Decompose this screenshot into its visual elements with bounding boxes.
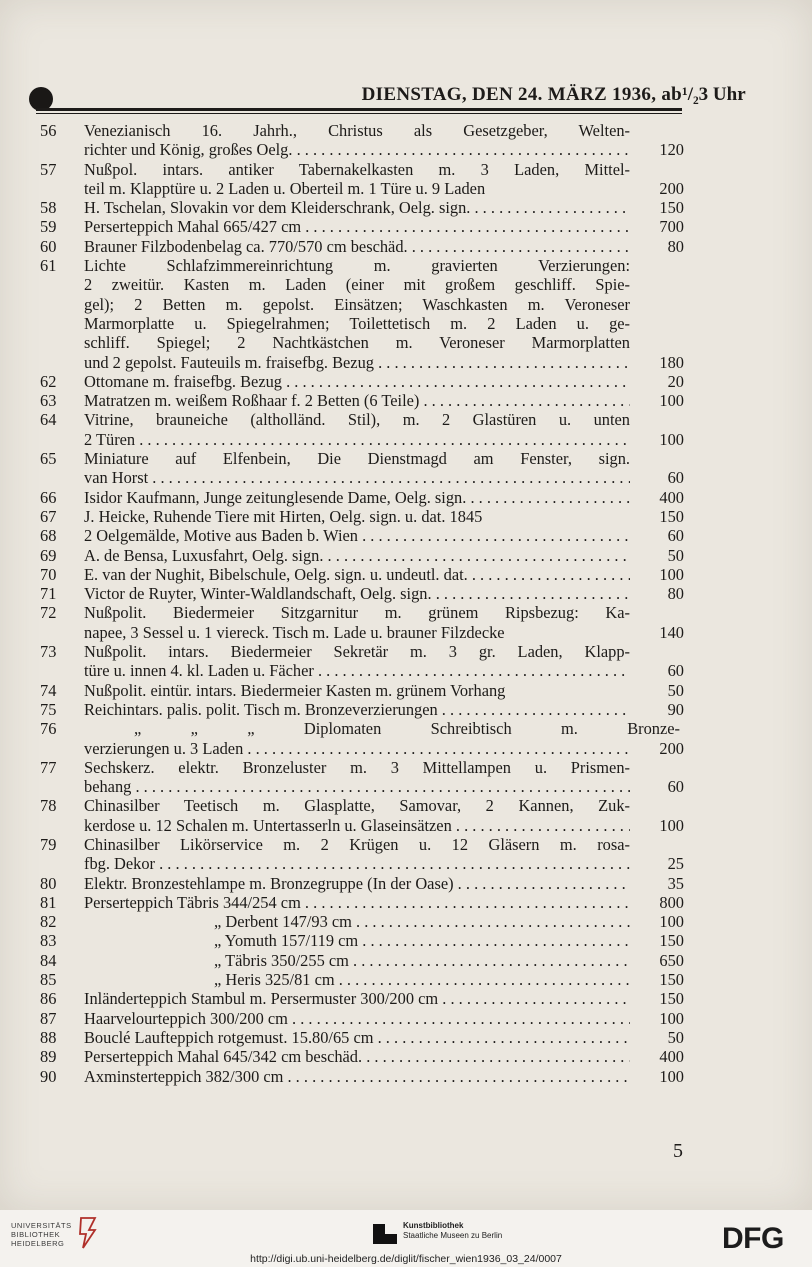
lot-line: [0, 237, 812, 256]
leader-dots: [408, 237, 630, 256]
lot-description: Chinasilber Teetisch m. Glasplatte, Samovar, 2 Kannen, Zuk-: [84, 796, 630, 816]
lot-price: 80: [667, 236, 684, 256]
lot-entry: [0, 256, 812, 372]
header-rule-thick: [36, 108, 682, 111]
lot-description: E. van der Nughit, Bibelschule, Oelg. sign. u. undeutl. dat. . . .: [84, 565, 630, 584]
lot-description: Lichte Schlafzimmereinrichtung m. gravierten Verzierungen:: [84, 256, 630, 276]
leader-dots: [432, 584, 630, 603]
leader-dots: [438, 989, 630, 1008]
lot-price: 80: [667, 584, 684, 604]
lot-entry: [0, 835, 812, 874]
lot-price: 100: [659, 1008, 684, 1028]
lot-description: 2 Oelgemälde, Motive aus Baden b. Wien . . .: [84, 526, 630, 545]
lot-description: „ Yomuth 157/119 cm . . .: [214, 931, 630, 950]
lot-number: 59: [40, 217, 57, 237]
lot-description: 2 Türen . . .: [84, 430, 630, 449]
lot-description: Elektr. Bronzestehlampe m. Bronzegruppe (In der Oase) . . .: [84, 874, 630, 893]
lot-number: 75: [40, 699, 57, 719]
lot-line: [0, 1047, 812, 1066]
lot-description: J. Heicke, Ruhende Tiere mit Hirten, Oelg. sign. u. dat. 1845: [84, 506, 483, 526]
lot-line: [0, 603, 812, 622]
source-url[interactable]: http://digi.ub.uni-heidelberg.de/diglit/fischer_wien1936_03_24/0007: [250, 1253, 562, 1265]
lot-line: [0, 449, 812, 468]
lot-price: 800: [659, 892, 684, 912]
lot-entry: [0, 931, 812, 950]
lot-number: 56: [40, 121, 57, 140]
lot-number: 82: [40, 912, 57, 932]
lot-number: 73: [40, 642, 57, 662]
leader-dots: [292, 140, 630, 159]
lot-line: [0, 198, 812, 217]
lot-description: napee, 3 Sessel u. 1 viereck. Tisch m. Lade u. brauner Filzdecke: [84, 622, 505, 642]
lot-line: [0, 353, 812, 372]
lot-line: [0, 835, 812, 854]
lot-price: 150: [659, 198, 684, 218]
lot-description: Perserteppich Mahal 665/427 cm . . .: [84, 217, 630, 236]
lot-description: Sechskerz. elektr. Bronzeluster m. 3 Mittellampen u. Prismen-: [84, 757, 630, 777]
lot-number: 72: [40, 603, 57, 623]
lot-description: Reichintars. palis. polit. Tisch m. Bronzeverzierungen . . .: [84, 700, 630, 719]
lot-price: 50: [667, 545, 684, 565]
dfg-logo: DFG: [722, 1222, 784, 1255]
lot-entry: [0, 488, 812, 507]
lot-description: „ „ „ Diplomaten Schreibtisch m. Bronze-: [134, 719, 680, 739]
lot-entry: [0, 603, 812, 642]
leader-dots: [419, 391, 630, 410]
lot-price: 100: [659, 391, 684, 411]
lot-description: Victor de Ruyter, Winter-Waldlandschaft, Oelg. sign. . . .: [84, 584, 630, 603]
lot-description: fbg. Dekor . . .: [84, 854, 630, 873]
lot-price: 60: [667, 526, 684, 546]
lot-number: 62: [40, 371, 57, 391]
lot-entry: [0, 796, 812, 835]
lot-number: 65: [40, 449, 57, 469]
leader-dots: [301, 217, 630, 236]
leader-dots: [243, 739, 630, 758]
leader-dots: [454, 874, 630, 893]
leader-dots: [335, 970, 630, 989]
lot-price: 150: [659, 970, 684, 990]
lot-line: [0, 507, 812, 526]
page-number: 5: [673, 1140, 683, 1162]
lot-line: [0, 410, 812, 429]
lot-list: [0, 121, 812, 1086]
lot-price: 100: [659, 912, 684, 932]
lot-number: 84: [40, 950, 57, 970]
lot-number: 87: [40, 1008, 57, 1028]
lot-number: 74: [40, 680, 57, 700]
lot-description: Nußpolit. Biedermeier Sitzgarnitur m. grünem Ripsbezug: Ka-: [84, 603, 630, 623]
lot-line: [0, 256, 812, 275]
lot-line: [0, 874, 812, 893]
lot-line: [0, 121, 812, 140]
lot-line: [0, 468, 812, 487]
lot-entry: [0, 1028, 812, 1047]
lot-description: Matratzen m. weißem Roßhaar f. 2 Betten (6 Teile) . . .: [84, 391, 630, 410]
lot-description: Haarvelourteppich 300/200 cm . . .: [84, 1009, 630, 1028]
lot-description: Ottomane m. fraisefbg. Bezug . . .: [84, 372, 630, 391]
lot-description: Nußpol. intars. antiker Tabernakelkasten m. 3 Laden, Mittel-: [84, 159, 630, 179]
lot-description: A. de Bensa, Luxusfahrt, Oelg. sign. . . .: [84, 546, 630, 565]
lot-line: [0, 160, 812, 179]
lot-line: [0, 970, 812, 989]
university-logo-icon: [77, 1216, 99, 1250]
lot-line: [0, 719, 812, 738]
lot-description: 2 zweitür. Kasten m. Laden (einer mit großem geschliff. Spie-: [84, 275, 630, 295]
lot-price: 200: [659, 738, 684, 758]
header-rule-thin: [36, 113, 682, 114]
lot-line: [0, 295, 812, 314]
lot-line: [0, 1009, 812, 1028]
leader-dots: [155, 854, 630, 873]
lot-description: gel); 2 Betten m. gepolst. Einsätzen; Waschkasten m. Veroneser: [84, 294, 630, 314]
lot-entry: [0, 546, 812, 565]
lot-number: 58: [40, 198, 57, 218]
leader-dots: [438, 700, 630, 719]
lot-number: 69: [40, 545, 57, 565]
lot-number: 57: [40, 159, 57, 179]
lot-description: Perserteppich Täbris 344/254 cm . . .: [84, 893, 630, 912]
lot-price: 120: [659, 140, 684, 160]
header-time: ¹/₂3 Uhr: [682, 84, 746, 105]
lot-line: [0, 758, 812, 777]
lot-description: „ Derbent 147/93 cm . . .: [214, 912, 630, 931]
lot-description: Nußpolit. eintür. intars. Biedermeier Kasten m. grünem Vorhang: [84, 680, 506, 700]
lot-description: schliff. Spiegel; 2 Nachtkästchen m. Veroneser Marmorplatten: [84, 333, 630, 353]
lot-line: [0, 700, 812, 719]
lot-description: und 2 gepolst. Fauteuils m. fraisefbg. Bezug . . .: [84, 353, 630, 372]
lot-number: 86: [40, 989, 57, 1009]
lot-line: [0, 140, 812, 159]
lot-line: [0, 526, 812, 545]
lot-entry: [0, 758, 812, 797]
lot-price: 700: [659, 217, 684, 237]
leader-dots: [148, 468, 630, 487]
lot-entry: [0, 681, 812, 700]
lot-entry: [0, 584, 812, 603]
leader-dots: [358, 526, 630, 545]
lot-line: [0, 1067, 812, 1086]
lot-description: „ Heris 325/81 cm . . .: [214, 970, 630, 989]
lot-description: Isidor Kaufmann, Junge zeitunglesende Dame, Oelg. sign. . . .: [84, 488, 630, 507]
lot-price: 100: [659, 1066, 684, 1086]
lot-entry: [0, 121, 812, 160]
lot-price: 400: [659, 487, 684, 507]
lot-price: 50: [667, 1027, 684, 1047]
leader-dots: [301, 893, 630, 912]
leader-dots: [282, 372, 630, 391]
lot-line: [0, 642, 812, 661]
lot-entry: [0, 893, 812, 912]
lot-description: Miniature auf Elfenbein, Die Dienstmagd am Fenster, sign.: [84, 449, 630, 469]
footer-bar: [0, 1210, 812, 1267]
lot-line: [0, 372, 812, 391]
lot-number: 89: [40, 1047, 57, 1067]
lot-line: [0, 565, 812, 584]
lot-entry: [0, 198, 812, 217]
lot-line: [0, 989, 812, 1008]
kunstbibliothek-label: Kunstbibliothek Staatliche Museen zu Berlin: [403, 1221, 503, 1240]
lot-description: Nußpolit. intars. Biedermeier Sekretär m. 3 gr. Laden, Klapp-: [84, 642, 630, 662]
lot-entry: [0, 565, 812, 584]
lot-description: teil m. Klapptüre u. 2 Laden u. Oberteil m. 1 Türe u. 9 Laden: [84, 178, 486, 198]
lot-entry: [0, 951, 812, 970]
lot-entry: [0, 526, 812, 545]
leader-dots: [288, 1009, 630, 1028]
lot-description: Inländerteppich Stambul m. Persermuster 300/200 cm . . .: [84, 989, 630, 1008]
lot-price: 200: [659, 178, 684, 198]
lot-line: [0, 333, 812, 352]
lot-line: [0, 623, 812, 642]
lot-number: 68: [40, 526, 57, 546]
lot-entry: [0, 391, 812, 410]
lot-entry: [0, 1047, 812, 1066]
lot-number: 77: [40, 757, 57, 777]
lot-number: 67: [40, 506, 57, 526]
lot-description: türe u. innen 4. kl. Laden u. Fächer . . .: [84, 661, 630, 680]
lot-description: kerdose u. 12 Schalen m. Untertasserln u. Glaseinsätzen . . .: [84, 816, 630, 835]
leader-dots: [135, 430, 630, 449]
lot-line: [0, 681, 812, 700]
lot-number: 71: [40, 584, 57, 604]
lot-price: 100: [659, 429, 684, 449]
lot-line: [0, 179, 812, 198]
lot-line: [0, 430, 812, 449]
lot-number: 76: [40, 719, 57, 739]
lot-line: [0, 584, 812, 603]
lot-price: 60: [667, 468, 684, 488]
lot-entry: [0, 989, 812, 1008]
leader-dots: [374, 1028, 630, 1047]
kunstbibliothek-logo-icon: [373, 1222, 397, 1246]
lot-entry: [0, 372, 812, 391]
lot-line: [0, 951, 812, 970]
lot-price: 150: [659, 931, 684, 951]
lot-number: 66: [40, 487, 57, 507]
lot-line: [0, 854, 812, 873]
lot-line: [0, 314, 812, 333]
leader-dots: [131, 777, 630, 796]
lot-description: Marmorplatte u. Spiegelrahmen; Toilettetisch m. 2 Laden u. ge-: [84, 313, 630, 333]
lot-price: 100: [659, 564, 684, 584]
leader-dots: [314, 661, 630, 680]
lot-entry: [0, 700, 812, 719]
lot-number: 80: [40, 873, 57, 893]
lot-number: 70: [40, 564, 57, 584]
lot-description: Bouclé Laufteppich rotgemust. 15.80/65 cm . . .: [84, 1028, 630, 1047]
lot-number: 90: [40, 1066, 57, 1086]
lot-line: [0, 217, 812, 236]
lot-price: 50: [667, 680, 684, 700]
lot-entry: [0, 719, 812, 758]
lot-description: Venezianisch 16. Jahrh., Christus als Gesetzgeber, Welten-: [84, 121, 630, 140]
leader-dots: [362, 1047, 630, 1066]
lot-description: „ Täbris 350/255 cm . . .: [214, 951, 630, 970]
lot-number: 78: [40, 796, 57, 816]
lot-number: 79: [40, 834, 57, 854]
lot-line: [0, 796, 812, 815]
lot-line: [0, 1028, 812, 1047]
lot-price: 180: [659, 352, 684, 372]
lot-description: richter und König, großes Oelg. . . .: [84, 140, 630, 159]
lot-entry: [0, 642, 812, 681]
leader-dots: [352, 912, 630, 931]
lot-entry: [0, 912, 812, 931]
lot-description: Chinasilber Likörservice m. 2 Krügen u. 12 Gläsern m. rosa-: [84, 834, 630, 854]
lot-entry: [0, 1067, 812, 1086]
lot-price: 150: [659, 989, 684, 1009]
lot-description: Brauner Filzbodenbelag ca. 770/570 cm beschäd. . . .: [84, 237, 630, 256]
lot-price: 90: [667, 699, 684, 719]
leader-dots: [466, 488, 630, 507]
lot-entry: [0, 970, 812, 989]
lot-number: 81: [40, 892, 57, 912]
lot-price: 60: [667, 777, 684, 797]
leader-dots: [349, 951, 630, 970]
lot-entry: [0, 217, 812, 236]
lot-price: 400: [659, 1047, 684, 1067]
lot-entry: [0, 160, 812, 199]
lot-price: 140: [659, 622, 684, 642]
lot-entry: [0, 874, 812, 893]
lot-price: 150: [659, 506, 684, 526]
lot-entry: [0, 410, 812, 449]
lot-number: 64: [40, 410, 57, 430]
lot-line: [0, 893, 812, 912]
lot-number: 63: [40, 391, 57, 411]
lot-price: 35: [667, 873, 684, 893]
lot-number: 85: [40, 970, 57, 990]
page-header: DIENSTAG, DEN 24. MÄRZ 1936, ab: [361, 84, 682, 105]
leader-dots: [358, 931, 630, 950]
lot-line: [0, 275, 812, 294]
lot-entry: [0, 507, 812, 526]
lot-description: H. Tschelan, Slovakin vor dem Kleiderschrank, Oelg. sign. . . .: [84, 198, 630, 217]
leader-dots: [468, 565, 630, 584]
lot-line: [0, 777, 812, 796]
leader-dots: [323, 546, 630, 565]
lot-description: van Horst . . .: [84, 468, 630, 487]
lot-number: 60: [40, 236, 57, 256]
lot-description: verzierungen u. 3 Laden . . .: [84, 739, 630, 758]
leader-dots: [470, 198, 630, 217]
lot-price: 650: [659, 950, 684, 970]
lot-description: behang . . .: [84, 777, 630, 796]
lot-line: [0, 739, 812, 758]
lot-entry: [0, 1009, 812, 1028]
lot-line: [0, 912, 812, 931]
lot-line: [0, 661, 812, 680]
leader-dots: [452, 816, 630, 835]
lot-entry: [0, 449, 812, 488]
lot-description: Axminsterteppich 382/300 cm . . .: [84, 1067, 630, 1086]
lot-price: 25: [667, 854, 684, 874]
university-library-label: UNIVERSITÄTS BIBLIOTHEK HEIDELBERG: [11, 1221, 72, 1248]
leader-dots: [374, 353, 630, 372]
lot-line: [0, 546, 812, 565]
lot-entry: [0, 237, 812, 256]
lot-price: 20: [667, 371, 684, 391]
lot-number: 61: [40, 256, 57, 276]
lot-description: Perserteppich Mahal 645/342 cm beschäd. . . .: [84, 1047, 630, 1066]
lot-line: [0, 816, 812, 835]
leader-dots: [283, 1067, 630, 1086]
lot-description: Vitrine, brauneiche (altholländ. Stil), m. 2 Glastüren u. unten: [84, 410, 630, 430]
lot-line: [0, 931, 812, 950]
lot-line: [0, 488, 812, 507]
lot-number: 83: [40, 931, 57, 951]
lot-price: 100: [659, 815, 684, 835]
lot-price: 60: [667, 661, 684, 681]
lot-line: [0, 391, 812, 410]
lot-number: 88: [40, 1027, 57, 1047]
